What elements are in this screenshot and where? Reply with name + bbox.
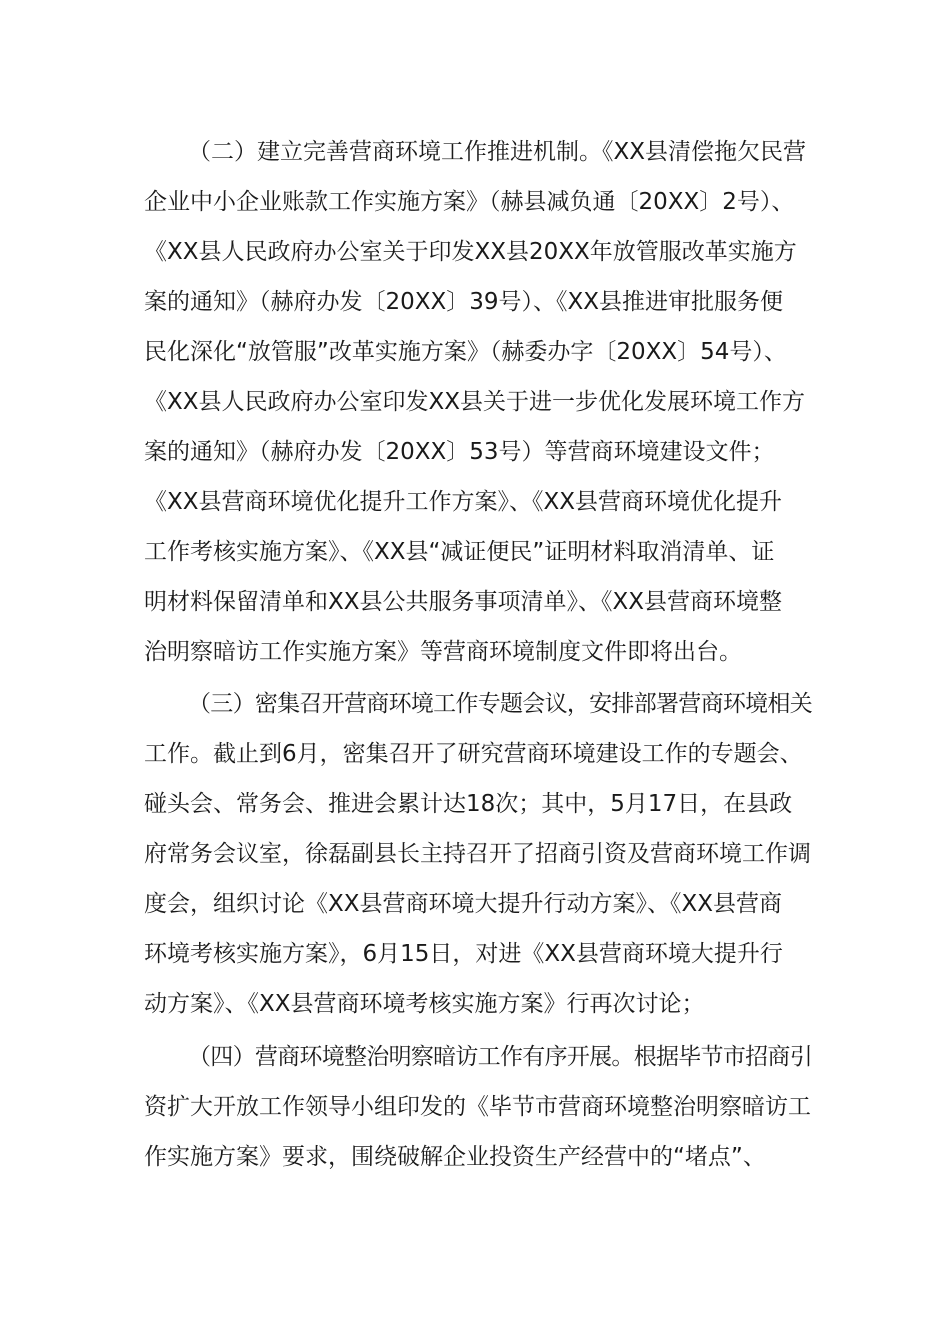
paragraph-4-line-1: （四）营商环境整治明察暗访工作有序开展。根据毕节市招商引: [188, 1044, 813, 1070]
paragraph-2-line-10: 明材料保留清单和XX县公共服务事项清单》、《XX县营商环境整: [144, 589, 783, 615]
paragraph-2-line-11: 治明察暗访工作实施方案》等营商环境制度文件即将出台。: [144, 639, 742, 665]
paragraph-3-line-5: 度会，组织讨论《XX县营商环境大提升行动方案》、《XX县营商: [144, 891, 783, 917]
paragraph-3-line-3: 碰头会、常务会、推进会累计达18次；其中，5月17日，在县政: [144, 791, 793, 817]
paragraph-2-line-4: 案的通知》（赫府办发〔20XX〕39号）、《XX县推进审批服务便: [144, 289, 784, 315]
paragraph-2-line-1: （二）建立完善营商环境工作推进机制。《XX县清偿拖欠民营: [188, 139, 807, 165]
paragraph-2-line-9: 工作考核实施方案》、《XX县“减证便民”证明材料取消清单、证: [144, 539, 775, 565]
paragraph-2-line-3: 《XX县人民政府办公室关于印发XX县20XX年放管服改革实施方: [144, 239, 797, 265]
paragraph-2-line-7: 案的通知》（赫府办发〔20XX〕53号）等营商环境建设文件；: [144, 439, 775, 465]
paragraph-4-line-3: 作实施方案》要求，围绕破解企业投资生产经营中的“堵点”、: [144, 1144, 766, 1170]
paragraph-3-line-2: 工作。截止到6月，密集召开了研究营商环境建设工作的专题会、: [144, 741, 803, 767]
paragraph-2-line-2: 企业中小企业账款工作实施方案》（赫县减负通〔20XX〕2号）、: [144, 189, 795, 215]
paragraph-2-line-5: 民化深化“放管服”改革实施方案》（赫委办字〔20XX〕54号）、: [144, 339, 787, 365]
paragraph-2-line-6: 《XX县人民政府办公室印发XX县关于进一步优化发展环境工作方: [144, 389, 806, 415]
paragraph-3-line-4: 府常务会议室，徐磊副县长主持召开了招商引资及营商环境工作调: [144, 841, 811, 867]
paragraph-3-line-1: （三）密集召开营商环境工作专题会议，安排部署营商环境相关: [188, 691, 813, 717]
paragraph-3-line-7: 动方案》、《XX县营商环境考核实施方案》行再次讨论；: [144, 991, 705, 1017]
paragraph-3-line-6: 环境考核实施方案》，6月15日，对进《XX县营商环境大提升行: [144, 941, 783, 967]
paragraph-4-line-2: 资扩大开放工作领导小组印发的《毕节市营商环境整治明察暗访工: [144, 1094, 811, 1120]
paragraph-2-line-8: 《XX县营商环境优化提升工作方案》、《XX县营商环境优化提升: [144, 489, 783, 515]
